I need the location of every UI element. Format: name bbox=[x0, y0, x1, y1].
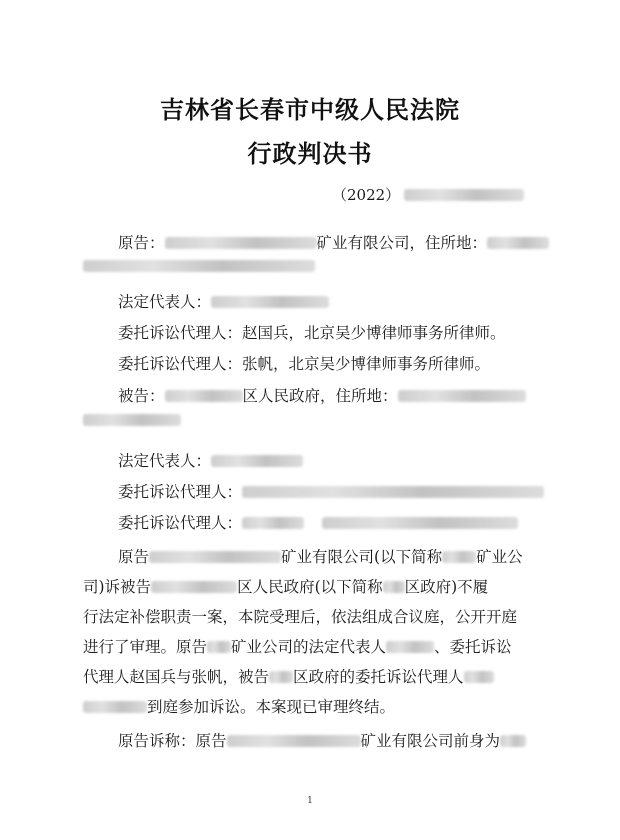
redacted-plaintiff-name bbox=[227, 735, 361, 747]
redacted-short-name bbox=[442, 551, 476, 563]
defendant-rep-line: 法定代表人： bbox=[118, 450, 303, 472]
redacted-plaintiff-name bbox=[149, 551, 281, 563]
redacted-defendant-name bbox=[165, 390, 243, 402]
redacted-short-name bbox=[269, 671, 293, 683]
body-line-6: 到庭参加诉讼。本案现已审理终结。 bbox=[83, 696, 395, 718]
agent-line-2: 委托诉讼代理人：张帆，北京吴少博律师事务所律师。 bbox=[118, 355, 491, 373]
document-type: 行政判决书 bbox=[247, 139, 373, 168]
redacted-address bbox=[398, 390, 526, 402]
redacted-address-cont bbox=[83, 260, 315, 272]
redacted-case-code bbox=[404, 189, 524, 201]
redacted-address-cont bbox=[83, 414, 181, 426]
defendant-line: 被告： 区人民政府，住所地： bbox=[118, 385, 526, 407]
body-line-2: 司)诉被告 区人民政府(以下简称 区政府)不履 bbox=[83, 578, 489, 596]
body-line-4: 进行了审理。原告 矿业公司的法定代表人 、委托诉讼 bbox=[83, 638, 512, 656]
case-year: （2022） bbox=[332, 186, 401, 204]
redacted-rep-name bbox=[211, 296, 329, 308]
body-line-3: 行法定补偿职责一案，本院受理后，依法组成合议庭，公开开庭 bbox=[83, 608, 518, 626]
page-number: 1 bbox=[307, 796, 313, 806]
body-line-5: 代理人赵国兵与张帆，被告 区政府的委托诉讼代理人 bbox=[83, 666, 494, 688]
defendant-agent-line-2: 委托诉讼代理人： bbox=[118, 512, 518, 534]
redacted-agent-name bbox=[242, 486, 544, 498]
case-number bbox=[332, 184, 524, 205]
redacted-agent-name bbox=[464, 671, 494, 683]
redacted-address bbox=[487, 237, 549, 249]
redacted-short-name bbox=[207, 641, 231, 653]
redacted-former-name bbox=[500, 735, 526, 747]
redacted-agent-name bbox=[83, 701, 147, 713]
redacted-plaintiff-name bbox=[165, 237, 317, 249]
redacted-agent-name bbox=[242, 517, 304, 529]
agent-line-1: 委托诉讼代理人：赵国兵，北京吴少博律师事务所律师。 bbox=[118, 324, 506, 342]
claim-line-1: 原告诉称：原告 矿业有限公司前身为 bbox=[118, 730, 526, 752]
redacted-short-name bbox=[383, 581, 405, 593]
court-name: 吉林省长春市中级人民法院 bbox=[160, 95, 460, 124]
body-line-1: 原告 矿业有限公司(以下简称 矿业公 bbox=[118, 548, 523, 566]
plaintiff-rep-line: 法定代表人： bbox=[118, 291, 329, 313]
defendant-address-cont bbox=[83, 414, 181, 426]
redacted-rep-name bbox=[386, 641, 434, 653]
redacted-defendant-name bbox=[151, 581, 237, 593]
plaintiff-line: 原告： 矿业有限公司，住所地： bbox=[118, 232, 549, 254]
redacted-rep-name bbox=[211, 455, 303, 467]
defendant-agent-line-1: 委托诉讼代理人： bbox=[118, 481, 544, 503]
plaintiff-address-cont bbox=[83, 260, 315, 272]
redacted-agent-affiliation bbox=[322, 517, 518, 529]
